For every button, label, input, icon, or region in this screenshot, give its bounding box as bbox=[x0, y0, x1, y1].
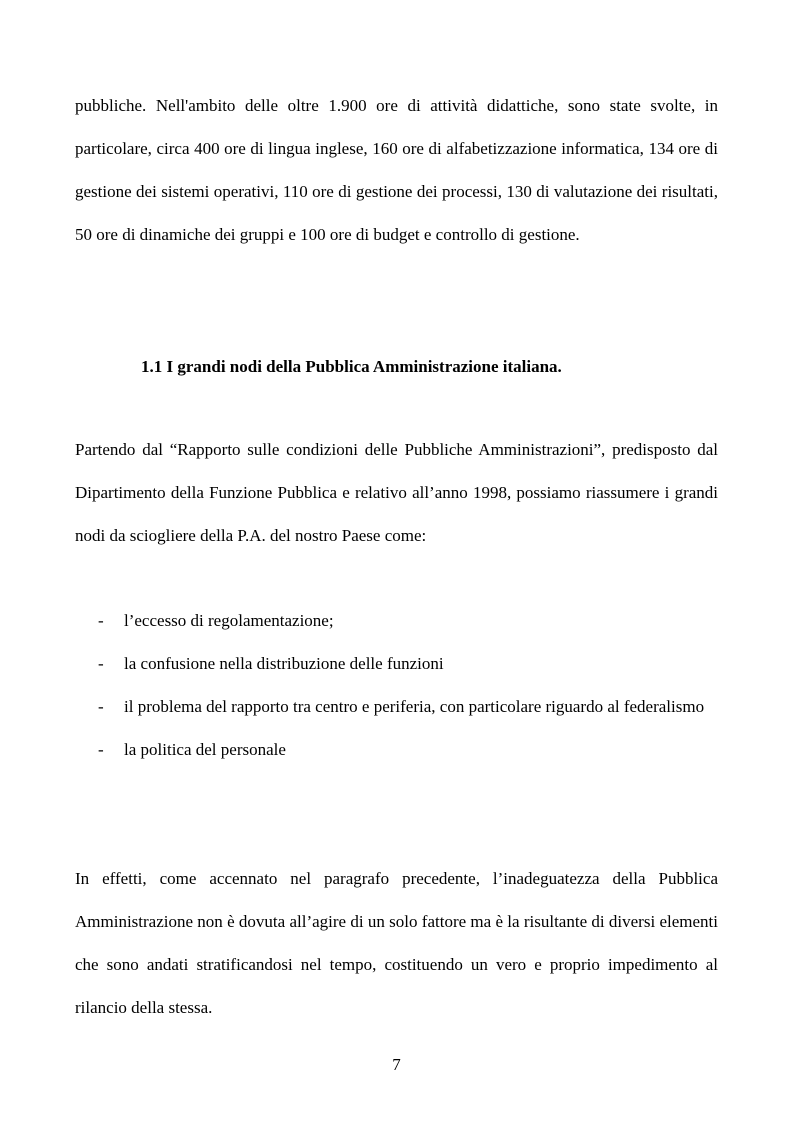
page-number: 7 bbox=[392, 1055, 401, 1074]
list-item: - la politica del personale bbox=[98, 728, 718, 771]
conclusion-paragraph: In effetti, come accennato nel paragrafo precedente, l’inadeguatezza della Pubblica Amministrazione non è dovuta all’agire di un solo fattore ma è la risultante di diversi elementi che sono andati stratificandosi nel tempo, costituendo un vero e proprio impedimento al rilancio della stessa. bbox=[75, 869, 718, 1017]
list-bullet: - bbox=[98, 654, 104, 673]
list-bullet: - bbox=[98, 611, 104, 630]
section-intro-paragraph: Partendo dal “Rapporto sulle condizioni delle Pubbliche Amministrazioni”, predisposto dal Dipartimento della Funzione Pubblica e relativo all’anno 1998, possiamo riassumere i grandi nodi da sciogliere della P.A. del nostro Paese come: bbox=[75, 440, 718, 545]
issues-list bbox=[98, 599, 718, 771]
list-item: - l’eccesso di regolamentazione; bbox=[98, 599, 718, 642]
list-bullet: - bbox=[98, 697, 104, 716]
intro-paragraph: pubbliche. Nell'ambito delle oltre 1.900 ore di attività didattiche, sono state svolte, in particolare, circa 400 ore di lingua inglese, 160 ore di alfabetizzazione informatica, 134 ore di gestione dei sistemi operativi, 110 ore di gestione dei processi, 130 di valutazione dei risultati, 50 ore di dinamiche dei gruppi e 100 ore di budget e controllo di gestione. bbox=[75, 96, 718, 244]
list-item: - la confusione nella distribuzione delle funzioni bbox=[98, 642, 718, 685]
list-item: - il problema del rapporto tra centro e periferia, con particolare riguardo al federalismo bbox=[98, 685, 718, 728]
section-heading: 1.1 I grandi nodi della Pubblica Amministrazione italiana. bbox=[141, 357, 562, 376]
list-bullet: - bbox=[98, 740, 104, 759]
